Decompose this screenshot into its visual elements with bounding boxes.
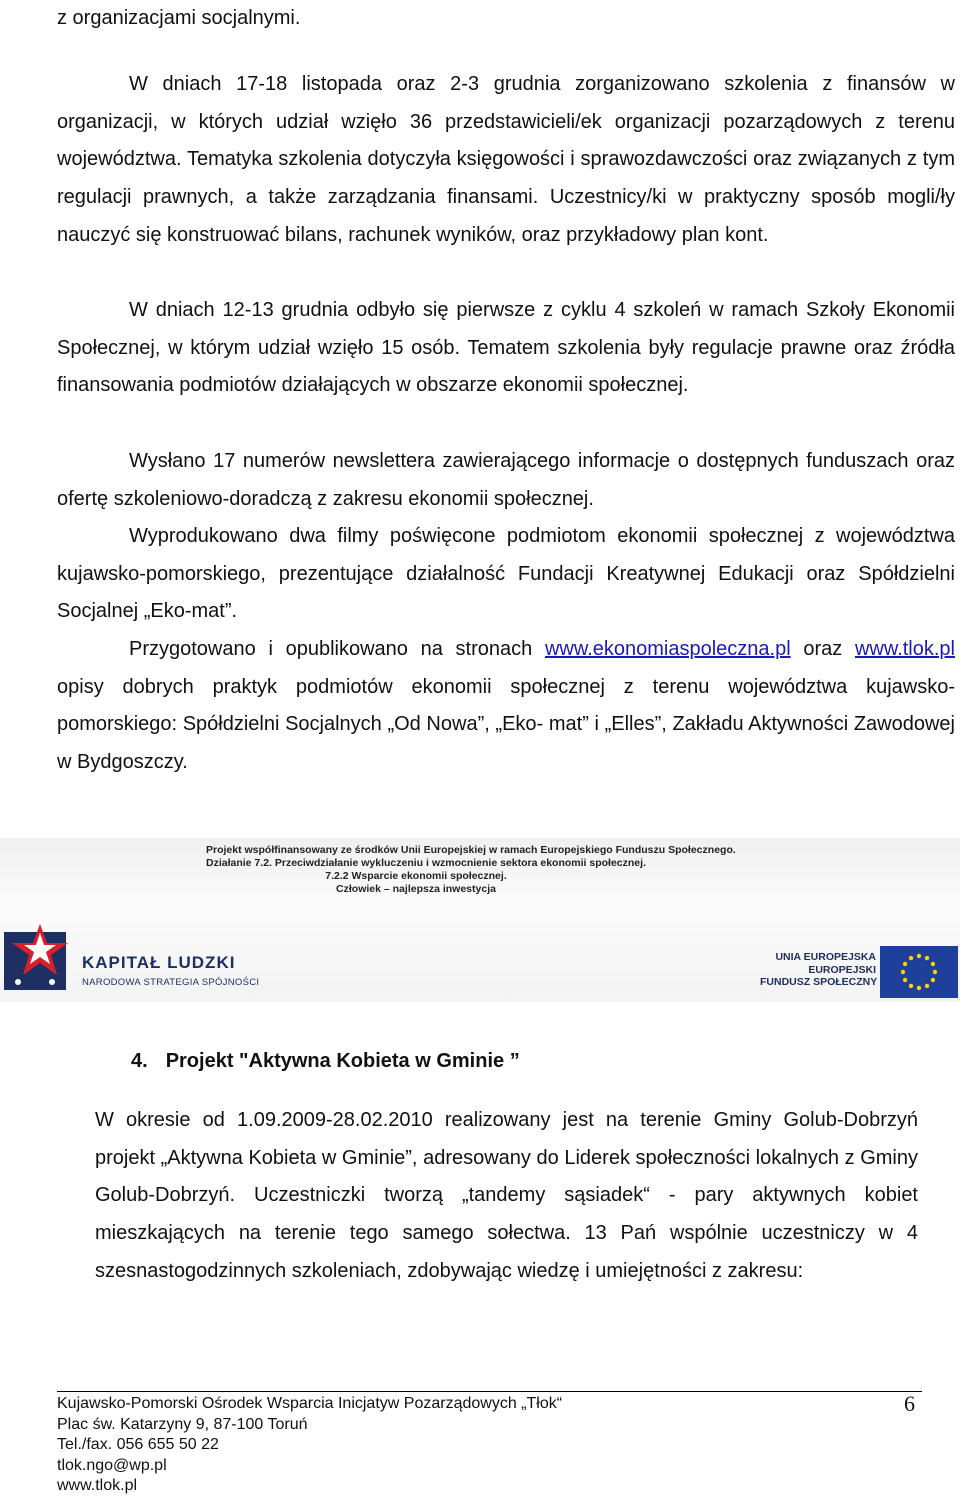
page-number: 6	[904, 1391, 915, 1416]
top-line: z organizacjami socjalnymi.	[57, 7, 301, 29]
cofinancing-text	[206, 844, 736, 896]
paragraph-good-practices-mid: oraz	[790, 638, 855, 660]
paragraph-good-practices	[57, 631, 955, 782]
section-title: Projekt "Aktywna Kobieta w Gminie ”	[165, 1050, 520, 1072]
paragraph-social-economy-school: W dniach 12-13 grudnia odbyło się pierwsze z cyklu 4 szkoleń w ramach Szkoły Ekonomii Społecznej, w którym udział wzięło 15 osób. Tematem szkolenia były regulacje prawne oraz źródła finansowania podmiotów działających w obszarze ekonomii społecznej.	[57, 299, 955, 397]
eu-flag-icon	[880, 946, 958, 998]
kapital-ludzki-subtitle: NARODOWA STRATEGIA SPÓJNOŚCI	[82, 977, 260, 988]
paragraph-films: Wyprodukowano dwa filmy poświęcone podmiotom ekonomii społecznej z województwa kujawsko-pomorskiego, prezentujące działalność Fundacji Kreatywnej Edukacji oraz Spółdzielni Socjalnej „Eko-mat”.	[57, 525, 955, 623]
eu-line-3: FUNDUSZ SPOŁECZNY	[760, 976, 878, 988]
footer-email: tlok.ngo@wp.pl	[57, 1456, 167, 1474]
banner-line-2: Działanie 7.2. Przeciwdziałanie wykluczeniu i wzmocnienie sektora ekonomii społecznej.	[206, 857, 646, 869]
paragraph-trainings-finance: W dniach 17-18 listopada oraz 2-3 grudnia zorganizowano szkolenia z finansów w organizacji, w których udział wzięło 36 przedstawicieli/ek organizacji pozarządowych z terenu województwa. Tematyka szkolenia dotyczyła księgowości i sprawozdawczości oraz związanych z tym regulacji prawnych, a także zarządzania finansami. Uczestnicy/ki w praktyczny sposób mogli/ły nauczyć się konstruować bilans, rachunek wyników, oraz przykładowy plan kont.	[57, 73, 955, 246]
kapital-ludzki-logo-icon	[4, 924, 74, 992]
section-heading	[131, 1050, 520, 1073]
paragraph-newsletter: Wysłano 17 numerów newslettera zawierającego informacje o dostępnych funduszach oraz ofertę szkoleniowo-doradczą z zakresu ekonomii społecznej.	[57, 450, 955, 510]
footer-divider	[57, 1391, 922, 1392]
banner-line-3: 7.2.2 Wsparcie ekonomii społecznej.	[325, 870, 507, 882]
eu-line-1: UNIA EUROPEJSKA	[775, 951, 876, 963]
footer-phone: Tel./fax. 056 655 50 22	[57, 1436, 219, 1453]
link-ekonomiaspoleczna[interactable]: www.ekonomiaspoleczna.pl	[544, 638, 791, 660]
eu-line-2: EUROPEJSKI	[808, 963, 876, 976]
paragraph-good-practices-start: Przygotowano i opublikowano na stronach	[129, 638, 545, 660]
link-tlok[interactable]: www.tlok.pl	[854, 638, 955, 660]
footer-address: Plac św. Katarzyny 9, 87-100 Toruń	[57, 1415, 308, 1433]
banner-line-4: Człowiek – najlepsza inwestycja	[336, 883, 496, 895]
banner-line-1: Projekt współfinansowany ze środków Unii Europejskiej w ramach Europejskiego Funduszu Społecznego.	[206, 844, 736, 856]
kapital-ludzki-title: KAPITAŁ LUDZKI	[82, 953, 236, 972]
paragraph-good-practices-end: opisy dobrych praktyk podmiotów ekonomii społecznej z terenu województwa kujawsko-pomorskiego: Spółdzielni Socjalnych „Od Nowa”, „Eko- mat” i „Elles”, Zakładu Aktywności Zawodowej w Bydgoszczy.	[57, 675, 955, 774]
footer	[57, 1394, 737, 1497]
footer-organization: Kujawsko-Pomorski Ośrodek Wsparcia Inicjatyw Pozarządowych „Tłok“	[57, 1395, 563, 1412]
cofinancing-banner	[0, 838, 960, 1002]
eu-fund-text	[760, 951, 876, 989]
section-number: 4.	[131, 1050, 148, 1072]
section-paragraph: W okresie od 1.09.2009-28.02.2010 realizowany jest na terenie Gminy Golub-Dobrzyń projekt „Aktywna Kobieta w Gminie”, adresowany do Liderek społeczności lokalnych z Gminy Golub-Dobrzyń. Uczestniczki tworzą „tandemy sąsiadek“ - pary aktywnych kobiet mieszkających na terenie tego samego sołectwa. 13 Pań wspólnie uczestniczy w 4 szesnastogodzinnych szkoleniach, zdobywając wiedzę i umiejętności z zakresu:	[95, 1109, 918, 1282]
footer-website: www.tlok.pl	[57, 1477, 138, 1494]
